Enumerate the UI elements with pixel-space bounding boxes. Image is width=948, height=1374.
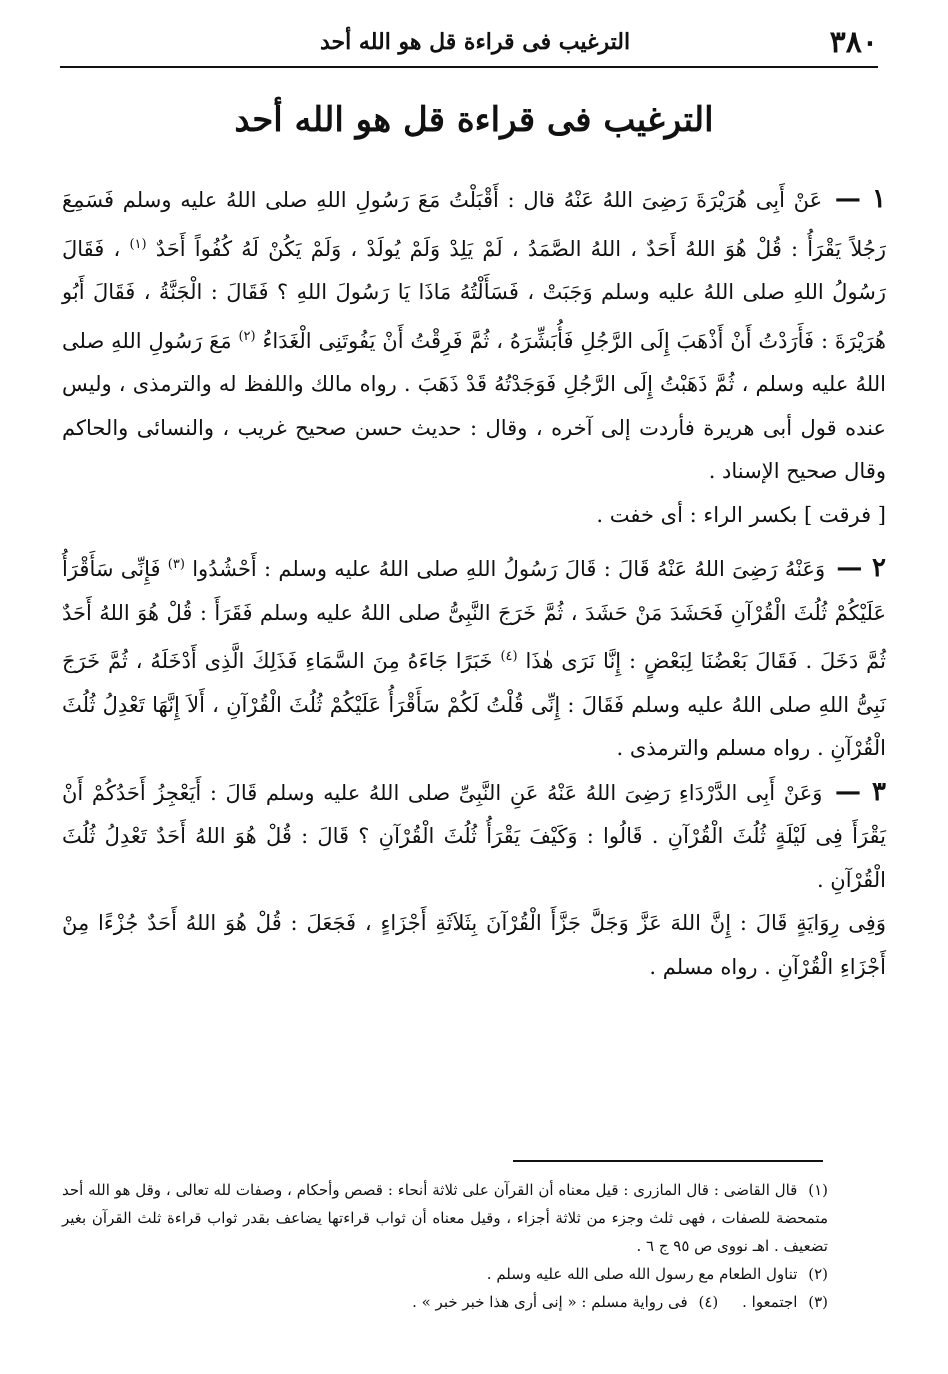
hadith-2 [62,543,886,771]
hadith-1 [62,178,886,494]
hadith-text: عَنْ أَبِى هُرَيْرَةَ رَضِىَ اللهُ عَنْهُ قال : أَقْبَلْتُ مَعَ رَسُولِ اللهِ صلى اللهُ عليه وسلم فَسَمِعَ رَجُلاً يَقْرَأُ : قُلْ هُوَ اللهُ أَحَدٌ ، اللهُ الصَّمَدُ ، لَمْ يَلِدْ وَلَمْ يُولَدْ ، وَلَمْ يَكُنْ لَهُ كُفُواً أَحَدٌ [62,188,886,261]
running-header [60,22,878,62]
footnote-1 [62,1176,828,1260]
hadith-number: ١ — [834,184,886,214]
hadith-text: خَبَرًا جَاءَهُ مِنَ السَّمَاءِ فَذَلِكَ الَّذِى أَدْخَلَهُ ، ثُمَّ خَرَجَ نَبِىُّ اللهِ صلى اللهُ عليه وسلم فَقَالَ : إِنِّى قُلْتُ لَكُمْ سَأَقْرَأُ عَلَيْكُمْ ثُلُثَ الْقُرْآنِ ، أَلاَ إِنَّهَا تَعْدِلُ ثُلُثَ الْقُرْآنِ . رواه مسلم والترمذى . [62,649,886,760]
footnote-ref: (٢) [238,328,256,344]
footnote-marker: (٢) [808,1265,828,1283]
hadith-text: فَإِنِّى سَأَقْرَأُ عَلَيْكُمْ ثُلُثَ الْقُرْآنِ فَحَشَدَ مَنْ حَشَدَ ، ثُمَّ خَرَجَ النَّبِىُّ صلى اللهُ عليه وسلم فَقَرَأَ : قُلْ هُوَ اللهُ أَحَدٌ ثُمَّ دَخَلَ . فَقَالَ بَعْضُنَا لِبَعْضٍ : إِنَّا نَرَى هٰذَا [62,557,886,673]
footnote-ref: (١) [129,236,147,252]
footnote-divider [513,1160,823,1162]
footnote-text: تناول الطعام مع رسول الله صلى الله عليه وسلم . [486,1265,798,1283]
section-title: الترغيب فى قراءة قل هو الله أحد [234,100,714,140]
page-number: ٣٨٠ [829,24,878,60]
footnote-marker: (٤) [698,1293,719,1311]
footnote-3-4 [62,1288,828,1316]
footnote-2 [62,1260,828,1288]
hadith-number: ٢ — [836,553,887,583]
footnote-marker: (١) [808,1181,828,1199]
header-divider [60,66,878,68]
hadith-3-riwaya: وَفِى رِوَايَةٍ قَالَ : إِنَّ اللهَ عَزَّ وَجَلَّ جَزَّأَ الْقُرْآنَ بِثَلاَثَةِ أَجْزَاءٍ ، فَجَعَلَ : قُلْ هُوَ اللهُ أَحَدٌ جُزْءًا مِنْ أَجْزَاءِ الْقُرْآنِ . رواه مسلم . [62,911,886,979]
word-gloss: [ فرقت ] بكسر الراء : أى خفت . [596,502,886,527]
footnote-text: فى رواية مسلم : « إنى أرى هذا خبر خبر » . [412,1293,688,1311]
footnote-marker: (٣) [808,1293,828,1311]
hadith-text: وَعَنْهُ رَضِىَ اللهُ عَنْهُ قَالَ : قَالَ رَسُولُ اللهِ صلى اللهُ عليه وسلم : أَحْشُدُوا [192,557,826,581]
hadith-text: وَعَنْ أَبِى الدَّرْدَاءِ رَضِىَ اللهُ عَنْهُ عَنِ النَّبِىِّ صلى اللهُ عليه وسلم قَالَ : أَيَعْجِزُ أَحَدُكُمْ أَنْ يَقْرَأَ فِى لَيْلَةٍ ثُلُثَ الْقُرْآنِ . قَالُوا : وَكَيْفَ يَقْرَأُ ثُلُثَ الْقُرْآنِ ؟ قَالَ : قُلْ هُوَ اللهُ أَحَدٌ تَعْدِلُ ثُلُثَ الْقُرْآنِ . [62,780,886,892]
main-text [62,178,886,989]
hadith-3 [62,771,886,903]
footnotes [62,1176,828,1316]
running-title: الترغيب فى قراءة قل هو الله أحد [320,29,631,55]
footnote-text: قال القاضى : قال المازرى : قيل معناه أن القرآن على ثلاثة أنحاء : قصص وأحكام ، وصفات لله تعالى ، وقل هو الله أحد متمحضة للصفات ، فهى ثلث وجزء من ثلاثة أجزاء ، وقيل معناه أن ثواب قراءتها يضاعف بقدر ثواب قراءة ثلث القرآن بغير تضعيف . اهـ نووى ص ٩٥ ج ٦ . [62,1181,828,1255]
hadith-number: ٣ — [835,776,886,807]
hadith-text: مَعَ رَسُولِ اللهِ صلى اللهُ عليه وسلم ، ثُمَّ ذَهَبْتُ إِلَى الرَّجُلِ فَوَجَدْتُهُ قَدْ ذَهَبَ . رواه مالك واللفظ له والترمذى ، وليس عنده قول أبى هريرة فأردت إلى آخره ، وقال : حديث حسن صحيح غريب ، والنسائى والحاكم وقال صحيح الإسناد . [62,328,886,483]
footnote-ref: (٣) [167,557,185,572]
footnote-ref: (٤) [500,649,518,664]
hadith-text: ، فَقَالَ رَسُولُ اللهِ صلى اللهُ عليه وسلم وَجَبَتْ ، فَسَأَلْتُهُ مَاذَا يَا رَسُولَ اللهِ ؟ فَقَالَ : الْجَنَّةُ ، فَقَالَ أَبُو هُرَيْرَةَ : فَأَرَدْتُ أَنْ أَذْهَبَ إِلَى الرَّجُلِ فَأُبَشِّرَهُ ، ثُمَّ فَرِقْتُ أَنْ يَفُوتَنِى الْغَدَاءُ [62,236,886,353]
footnote-text: اجتمعوا . [742,1293,798,1311]
